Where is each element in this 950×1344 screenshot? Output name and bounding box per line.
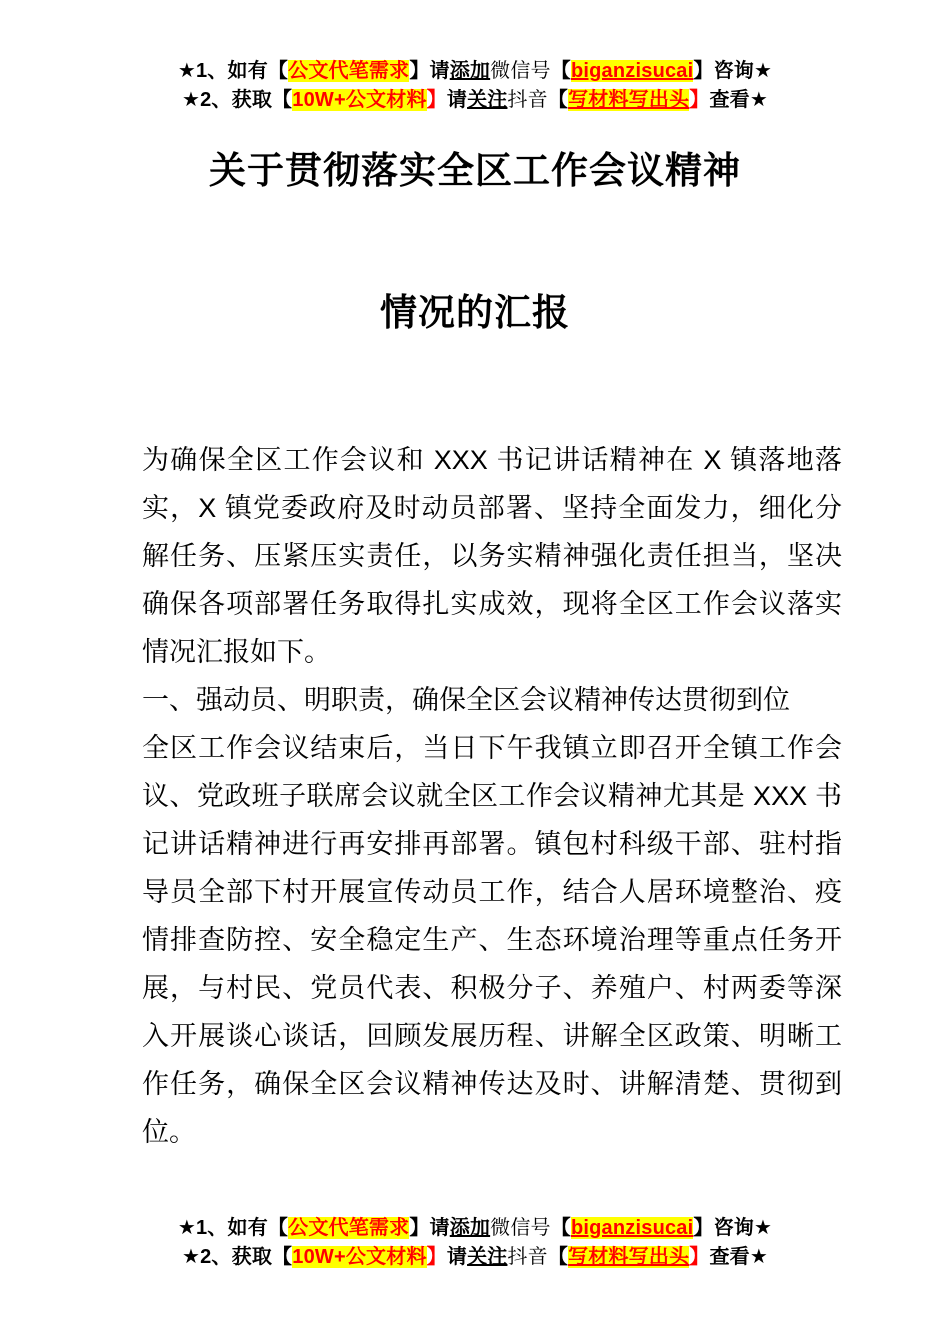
right-bracket-red: 】 xyxy=(426,89,447,111)
left-bracket: 【 xyxy=(550,60,571,82)
notice-text: 微信号 xyxy=(490,1217,551,1239)
promo-top-line-1 xyxy=(0,57,950,86)
notice-text: 查看★ xyxy=(709,1246,769,1268)
service-keyword-highlight: 公文代笔需求 xyxy=(288,1217,410,1239)
notice-text: 】请 xyxy=(409,60,450,82)
notice-text: 】咨询★ xyxy=(693,60,773,82)
section-1-paragraph: 全区工作会议结束后，当日下午我镇立即召开全镇工作会议、党政班子联席会议就全区工作会议精神尤其是 XXX 书记讲话精神进行再安排再部署。镇包村科级干部、驻村指导员全部下村开展宣传动员工作，结合人居环境整治、疫情排查防控、安全稳定生产、生态环境治理等重点任务开展，与村民、党员代表、积极分子、养殖户、村两委等深入开展谈心谈话，回顾发展历程、讲解全区政策、明晰工作任务，确保全区会议精神传达及时、讲解清楚、贯彻到位。 xyxy=(142,733,842,1147)
wechat-id-highlight: biganzisucai xyxy=(570,1217,694,1239)
notice-text: ★2、获取【 xyxy=(181,89,293,111)
notice-text: ★1、如有【 xyxy=(177,1217,289,1239)
right-bracket-red: 】 xyxy=(689,1246,710,1268)
document-title-line-2: 情况的汇报 xyxy=(380,292,570,333)
service-keyword-highlight: 公文代笔需求 xyxy=(288,60,410,82)
add-action-underline: 添加 xyxy=(449,60,491,82)
notice-text: ★1、如有【 xyxy=(177,60,289,82)
material-keyword-highlight: 10W+公文材料 xyxy=(292,89,427,111)
promo-banner-bottom xyxy=(0,1214,950,1272)
notice-text: 抖音 xyxy=(507,89,548,111)
notice-text: 请 xyxy=(446,1246,468,1268)
notice-text: ★2、获取【 xyxy=(181,1246,293,1268)
promo-top-line-2 xyxy=(0,86,950,115)
right-bracket-red: 】 xyxy=(426,1246,447,1268)
douyin-account-highlight: 写材料写出头 xyxy=(568,89,690,111)
notice-text: 微信号 xyxy=(490,60,551,82)
promo-bottom-line-2 xyxy=(0,1243,950,1272)
left-bracket: 【 xyxy=(550,1217,571,1239)
intro-paragraph: 为确保全区工作会议和 XXX 书记讲话精神在 X 镇落地落实，X 镇党委政府及时动员部署、坚持全面发力，细化分解任务、压紧压实责任，以务实精神强化责任担当，坚决确保各项部署任务取得扎实成效，现将全区工作会议落实情况汇报如下。 xyxy=(142,445,842,667)
promo-banner-top xyxy=(0,0,950,115)
section-1-heading: 一、强动员、明职责，确保全区会议精神传达贯彻到位 xyxy=(142,685,790,715)
follow-action-underline: 关注 xyxy=(467,1246,508,1268)
promo-bottom-line-1 xyxy=(0,1214,950,1243)
notice-text: 抖音 xyxy=(507,1246,548,1268)
notice-text: 】请 xyxy=(409,1217,450,1239)
douyin-account-highlight: 写材料写出头 xyxy=(568,1246,690,1268)
notice-text: 】咨询★ xyxy=(693,1217,773,1239)
add-action-underline: 添加 xyxy=(449,1217,491,1239)
left-bracket: 【 xyxy=(547,1246,569,1268)
right-bracket-red: 】 xyxy=(689,89,710,111)
material-keyword-highlight: 10W+公文材料 xyxy=(292,1246,427,1268)
document-title-line-1: 关于贯彻落实全区工作会议精神 xyxy=(209,150,741,191)
notice-text: 请 xyxy=(446,89,468,111)
left-bracket: 【 xyxy=(547,89,569,111)
wechat-id-highlight: biganzisucai xyxy=(570,60,694,82)
follow-action-underline: 关注 xyxy=(467,89,508,111)
document-body xyxy=(142,436,842,1156)
notice-text: 查看★ xyxy=(709,89,769,111)
